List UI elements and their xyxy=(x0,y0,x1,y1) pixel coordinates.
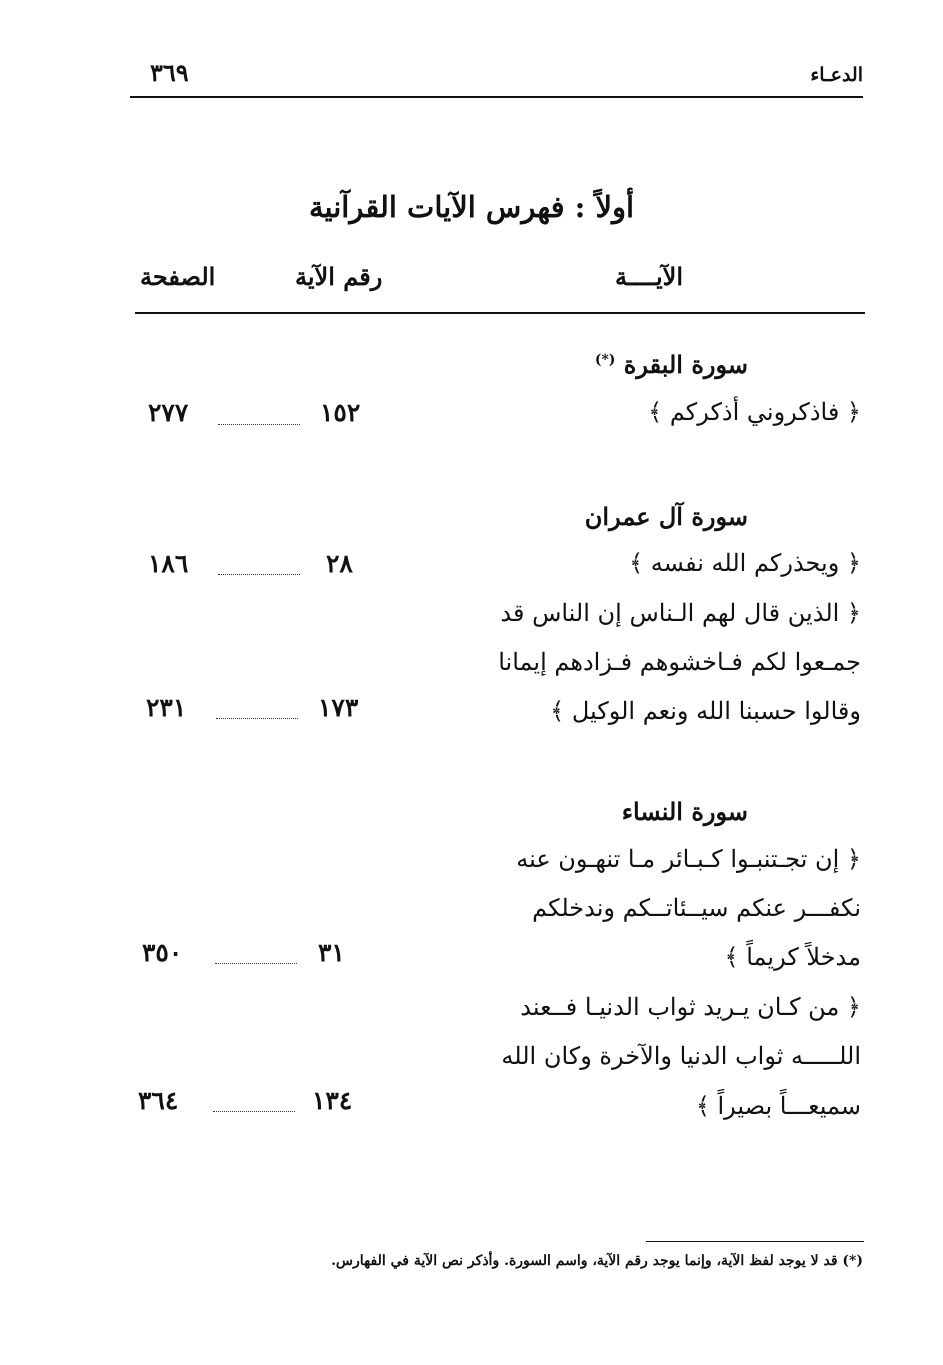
verse-line: وقالوا حسبنا الله ونعم الوكيل ﴾ xyxy=(550,697,861,725)
leader-dots xyxy=(216,718,298,719)
page-reference: ١٨٦ xyxy=(148,549,189,578)
leader-dots xyxy=(213,1111,295,1112)
page-reference: ٢٣١ xyxy=(146,693,187,722)
verse-line: مدخلاً كريماً ﴾ xyxy=(724,943,861,971)
surah-heading-baqarah xyxy=(595,350,748,379)
page-reference: ٢٧٧ xyxy=(148,398,189,427)
verse-number: ١٧٣ xyxy=(318,693,359,722)
header-divider xyxy=(130,96,863,98)
verse-line: اللـــــه ثواب الدنيا والآخرة وكان الله xyxy=(501,1042,861,1070)
verse-line: نكفـــر عنكم سيــئاتــكم وندخلكم xyxy=(532,894,861,922)
verse-line: ﴿ ويحذركم الله نفسه ﴾ xyxy=(629,549,861,577)
column-header-page: الصفحة xyxy=(140,262,216,291)
column-header-verse: الآيــــة xyxy=(615,262,684,291)
verse-line: ﴿ من كـان يـريد ثواب الدنيـا فــعند xyxy=(520,993,861,1021)
column-header-divider xyxy=(135,312,865,314)
verse-number: ١٣٤ xyxy=(312,1086,353,1115)
leader-dots xyxy=(218,424,300,425)
page-number: ٣٦٩ xyxy=(150,58,189,87)
verse-number: ٣١ xyxy=(318,938,345,967)
verse-line: ﴿ الذين قال لهم الـناس إن الناس قد xyxy=(500,599,861,627)
surah-name: سورة البقرة xyxy=(623,350,748,379)
column-header-verse-number: رقم الآية xyxy=(295,262,383,291)
page-reference: ٣٥٠ xyxy=(142,938,183,967)
verse-line: ﴿ إن تجـتنبـوا كـبـائر مـا تنهـون عنه xyxy=(516,845,861,873)
running-header-title: الدعـاء xyxy=(810,64,863,86)
index-title: أولاً : فهرس الآيات القرآنية xyxy=(308,190,635,224)
surah-heading-imran: سورة آل عمران xyxy=(584,502,748,531)
verse-line: جمـعوا لكم فـاخشوهم فـزادهم إيمانا xyxy=(498,648,861,676)
verse-number: ٢٨ xyxy=(326,549,353,578)
surah-heading-nisa: سورة النساء xyxy=(621,797,748,826)
footnote-marker: (*) xyxy=(594,352,616,368)
verse-line: سميعـــاً بصيراً ﴾ xyxy=(695,1092,861,1120)
leader-dots xyxy=(215,963,297,964)
leader-dots xyxy=(218,574,300,575)
verse-number: ١٥٢ xyxy=(320,398,361,427)
page-reference: ٣٦٤ xyxy=(138,1086,179,1115)
footnote: (*) قد لا يوجد لفظ الآية، وإنما يوجد رقم الآية، واسم السورة. وأذكر نص الآية في الفهارس. xyxy=(331,1253,863,1269)
verse-line: ﴿ فاذكروني أذكركم ﴾ xyxy=(648,398,861,426)
footnote-divider xyxy=(646,1241,864,1242)
